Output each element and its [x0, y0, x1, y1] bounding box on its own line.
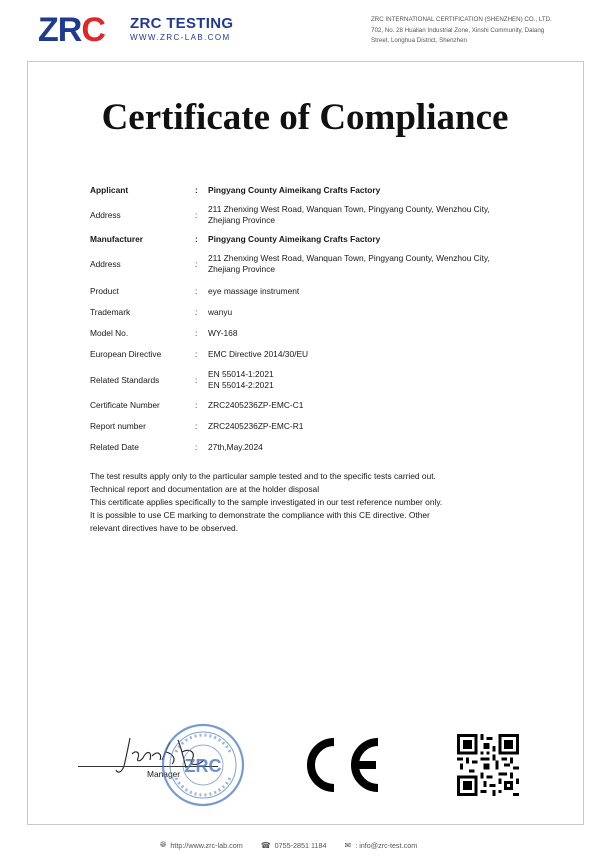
note-line: This certificate applies specifically to the sample investigated in our test reference number only. [90, 497, 443, 508]
company-info [371, 15, 586, 47]
field-model [90, 323, 550, 344]
field-separator: : [195, 258, 198, 269]
footer-phone-text: 0755-2851 1184 [274, 840, 327, 850]
compliance-notes [90, 470, 520, 535]
field-value: Pingyang County Aimeikang Crafts Factory [208, 185, 381, 195]
qr-code [457, 734, 519, 796]
company-line: ZRC INTERNATIONAL CERTIFICATION (SHENZHEN) CO., LTD. [371, 16, 552, 23]
footer-website-text: http://www.zrc-lab.com [170, 840, 243, 850]
field-label: Address [90, 209, 121, 220]
field-applicant [90, 183, 550, 198]
field-value: ZRC2405236ZP-EMC-R1 [208, 421, 304, 431]
note-line: relevant directives have to be observed. [90, 523, 239, 534]
logo-mark: ZRC [38, 11, 105, 49]
field-label: Certificate Number [90, 400, 160, 410]
mail-icon: ✉ [344, 840, 352, 850]
field-label: Manufacturer [90, 234, 144, 244]
field-value: eye massage instrument [208, 286, 300, 296]
field-standards [90, 365, 550, 395]
footer-website [160, 840, 243, 850]
stamp-text: ZRC [184, 756, 222, 776]
field-separator: : [195, 374, 198, 385]
field-separator: : [195, 307, 198, 317]
field-separator: : [195, 421, 198, 431]
company-line: Street, Longhua District, Shenzhen [371, 37, 467, 44]
company-stamp [160, 722, 246, 808]
field-separator: : [195, 442, 198, 452]
field-separator: : [195, 234, 198, 244]
footer-email-text: : info@zrc-test.com [355, 840, 418, 850]
company-logo [38, 10, 238, 50]
footer-email [345, 841, 418, 850]
footer-phone [261, 841, 327, 850]
phone-icon: ☎ [260, 840, 271, 850]
field-label: Related Date [90, 442, 139, 452]
field-value [208, 369, 550, 391]
standard-line: EN 55014-1:2021 [208, 369, 274, 379]
field-value: Pingyang County Aimeikang Crafts Factory [208, 234, 381, 244]
field-value: EMC Directive 2014/30/EU [208, 349, 309, 359]
field-label: Related Standards [90, 374, 160, 385]
field-separator: : [195, 349, 198, 359]
field-value [208, 204, 550, 226]
field-manufacturer [90, 232, 550, 247]
field-related-date [90, 437, 550, 458]
field-label: European Directive [90, 349, 162, 359]
certificate-title: Certificate of Compliance [101, 97, 509, 138]
address-line: Zhejiang Province [208, 215, 276, 225]
signatory-role: Manager [147, 769, 181, 779]
field-manufacturer-address [90, 247, 550, 281]
field-value: 27th,May.2024 [208, 442, 263, 452]
field-label: Trademark [90, 307, 131, 317]
globe-icon: 🌐︎ [160, 840, 167, 849]
field-separator: : [195, 400, 198, 410]
brand-name: ZRC TESTING [130, 15, 234, 32]
field-product [90, 281, 550, 302]
field-value: ZRC2405236ZP-EMC-C1 [208, 400, 304, 410]
address-line: 211 Zhenxing West Road, Wanquan Town, Pingyang County, Wenzhou City, [208, 253, 490, 263]
standard-line: EN 55014-2:2021 [208, 380, 274, 390]
note-line: It is possible to use CE marking to demonstrate the compliance with this CE directive. Other [90, 510, 430, 521]
field-value: wanyu [208, 307, 233, 317]
field-separator: : [195, 185, 198, 195]
footer-contacts [160, 840, 435, 850]
field-value: WY-168 [208, 328, 238, 338]
field-label: Applicant [90, 185, 129, 195]
company-line: 702, No. 28 Hualian Industrial Zone, Xinshi Community, Dalang [371, 26, 545, 34]
address-line: Zhejiang Province [208, 264, 276, 274]
field-separator: : [195, 286, 198, 296]
field-label: Product [90, 286, 119, 296]
ce-mark [298, 736, 382, 794]
certificate-fields [90, 183, 550, 458]
note-line: Technical report and documentation are at the holder disposal [90, 484, 320, 495]
field-label: Address [90, 258, 121, 269]
brand-website: WWW.ZRC-LAB.COM [130, 33, 231, 42]
address-line: 211 Zhenxing West Road, Wanquan Town, Pingyang County, Wenzhou City, [208, 204, 490, 214]
field-applicant-address [90, 198, 550, 232]
field-label: Model No. [90, 328, 129, 338]
field-separator: : [195, 328, 198, 338]
field-report-number [90, 416, 550, 437]
field-trademark [90, 302, 550, 323]
field-value [208, 253, 550, 275]
field-certificate-number [90, 395, 550, 416]
field-label: Report number [90, 421, 146, 431]
field-separator: : [195, 209, 198, 220]
note-line: The test results apply only to the particular sample tested and to the specific tests carried out. [90, 471, 436, 481]
field-directive [90, 344, 550, 365]
